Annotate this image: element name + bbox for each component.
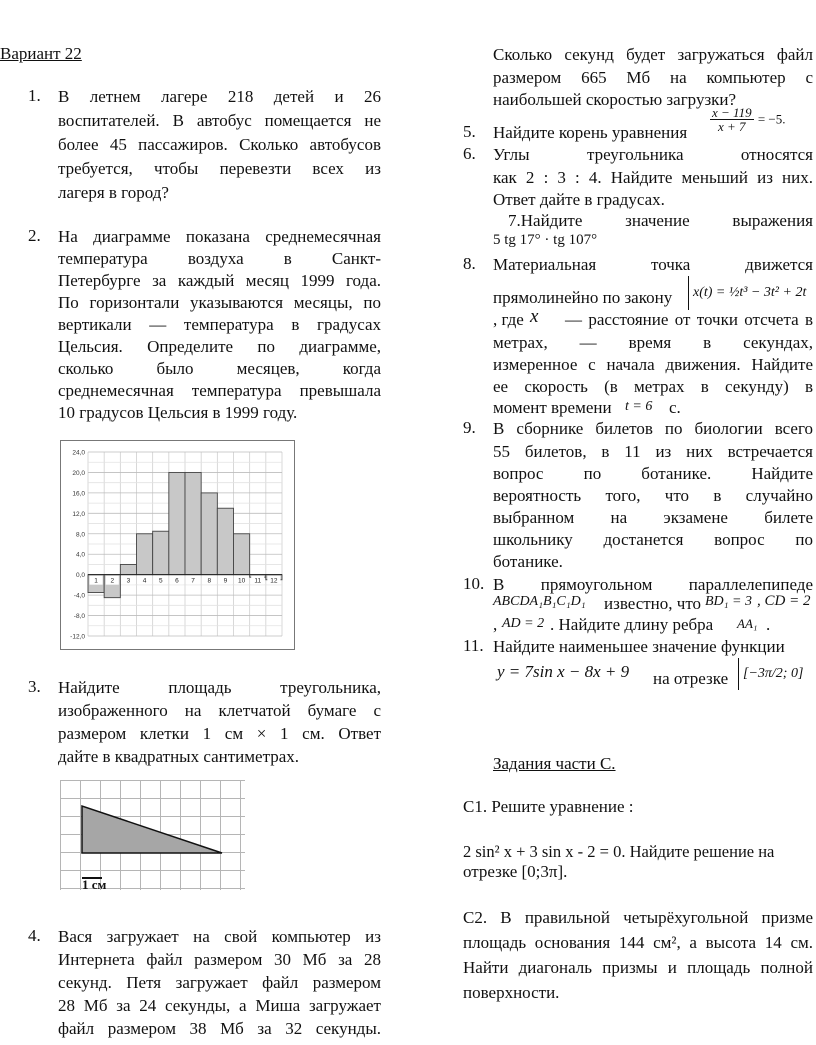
bar-month-4: [137, 534, 153, 575]
c1-interval: отрезке [0;3π].: [463, 862, 568, 881]
bar-month-5: [153, 531, 169, 574]
x-tick-label: 7: [191, 577, 195, 585]
variant-title: Вариант 22: [0, 44, 82, 63]
task-5-text: Найдите корень уравнения: [493, 123, 688, 142]
y-tick-label: 20,0: [72, 469, 85, 477]
y-tick-label: 0,0: [75, 572, 85, 580]
bar-month-3: [120, 564, 136, 574]
x-tick-label: 4: [142, 577, 147, 585]
x-tick-label: 12: [270, 577, 278, 585]
y-tick-label: -12,0: [70, 633, 85, 641]
task-2-number: 2.: [28, 226, 41, 245]
bar-month-10: [234, 534, 250, 575]
x-tick-label: 11: [254, 577, 262, 585]
task-7-expression: 5 tg 17° · tg 107°: [493, 232, 598, 248]
bar-month-6: [169, 472, 185, 574]
task-4-number: 4.: [28, 926, 41, 945]
task-3-number: 3.: [28, 677, 41, 696]
x-tick-label: 8: [207, 577, 212, 585]
y-tick-label: 16,0: [72, 490, 85, 498]
y-tick-label: 4,0: [75, 551, 85, 559]
x-tick-label: 5: [158, 577, 163, 585]
x-tick-label: 6: [175, 577, 179, 585]
y-tick-label: -4,0: [73, 592, 85, 600]
x-tick-label: 10: [237, 577, 246, 585]
task-5-number: 5.: [463, 122, 476, 141]
x-tick-label: 9: [223, 577, 228, 585]
task-10-number: 10.: [463, 574, 485, 593]
task-1-number: 1.: [28, 86, 41, 105]
x-tick-label: 2: [110, 577, 115, 585]
task-9-number: 9.: [463, 418, 476, 437]
task-8-number: 8.: [463, 254, 476, 273]
task-7-text: 7.Найдите значение выражения: [508, 211, 813, 230]
c1-title: С1. Решите уравнение :: [463, 797, 634, 816]
triangle-grid-figure: [60, 780, 250, 892]
scale-label: 1 см: [82, 877, 107, 892]
y-tick-label: 12,0: [72, 510, 85, 518]
part-c-heading: Задания части С.: [493, 754, 616, 773]
x-tick-label: 1: [94, 577, 98, 585]
task-5-fraction: $\frac{x - 119}{x + 7}$: [712, 105, 752, 134]
bar-month-8: [201, 493, 217, 575]
y-tick-label: -8,0: [73, 613, 85, 621]
task-6-number: 6.: [463, 144, 476, 163]
temperature-bar-chart: [60, 440, 295, 650]
y-tick-label: 8,0: [75, 531, 85, 539]
y-tick-label: 24,0: [72, 449, 85, 457]
bar-month-9: [217, 508, 233, 574]
bar-month-7: [185, 472, 201, 574]
x-tick-label: 3: [126, 577, 131, 585]
c1-equation: 2 sin² x + 3 sin x - 2 = 0. Найдите решение на: [463, 842, 775, 861]
task-5-equation: $\frac{x - 119}{x + 7}$ = −5.: [712, 105, 786, 134]
task-11-number: 11.: [463, 636, 484, 655]
